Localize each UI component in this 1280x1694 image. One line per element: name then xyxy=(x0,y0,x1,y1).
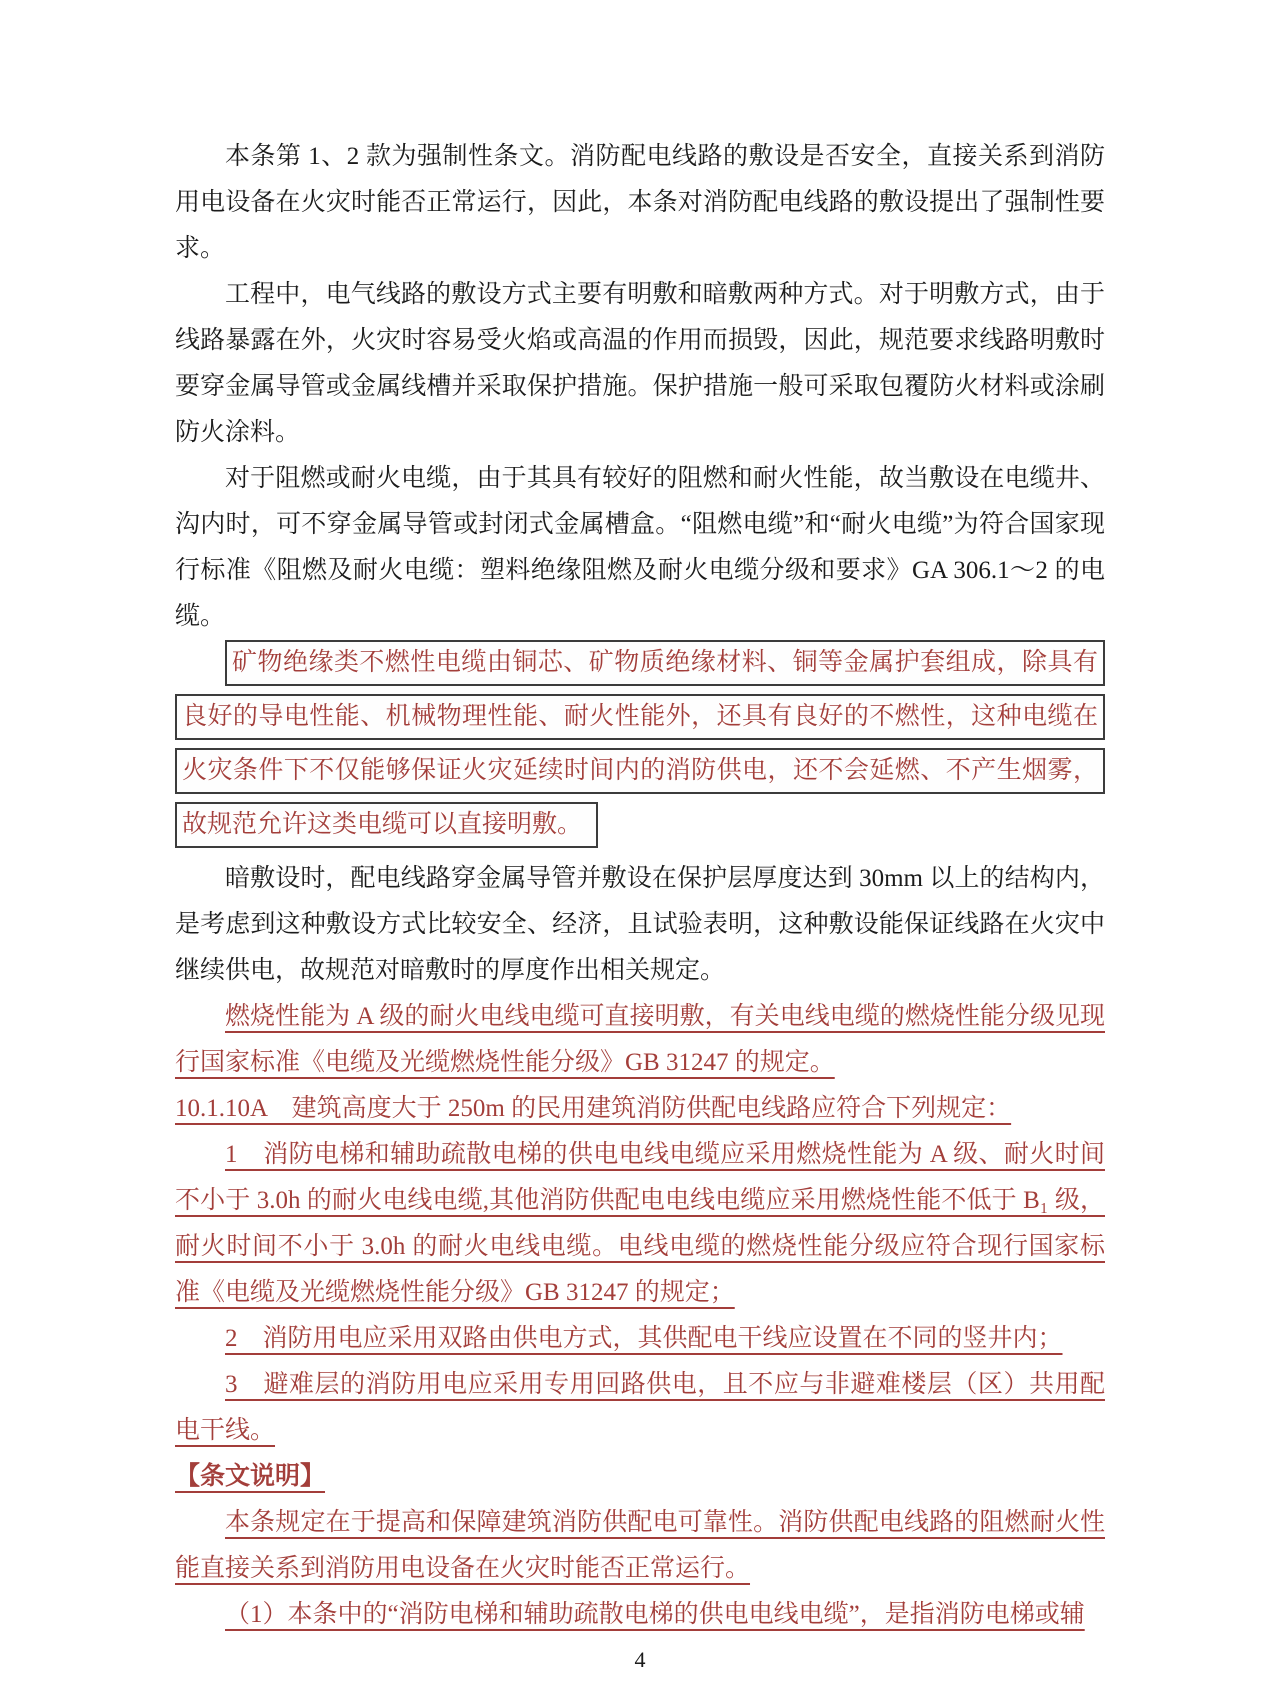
boxed-note-line-1: 矿物绝缘类不燃性电缆由铜芯、矿物质绝缘材料、铜等金属护套组成，除具有 xyxy=(225,640,1105,686)
para-class-a-cables: 燃烧性能为 A 级的耐火电线电缆可直接明敷，有关电线电缆的燃烧性能分级见现行国家标准《电缆及光缆燃烧性能分级》GB 31247 的规定。 xyxy=(175,1003,1105,1076)
boxed-note-mineral-insulated-cable xyxy=(175,640,1105,856)
clause-10-1-10A-title: 10.1.10A 建筑高度大于 250m 的民用建筑消防供配电线路应符合下列规定： xyxy=(175,1095,1012,1122)
clause-item-1: 1 消防电梯和辅助疏散电梯的供电电线电缆应采用燃烧性能为 A 级、耐火时间不小于 3.0h 的耐火电线电缆,其他消防供配电电线电缆应采用燃烧性能不低于 B₁ 级，耐火时间不小于 3.0h 的耐火电线电缆。电线电缆的燃烧性能分级应符合现行国家标准《电缆及光缆燃烧性能分级》GB 31247 的规定； xyxy=(175,1141,1105,1306)
para-concealed-laying: 暗敷设时，配电线路穿金属导管并敷设在保护层厚度达到 30mm 以上的结构内，是考虑到这种敷设方式比较安全、经济，且试验表明，这种敷设能保证线路在火灾中继续供电，故规范对暗敷时的厚度作出相关规定。 xyxy=(175,865,1105,984)
explanation-heading: 【条文说明】 xyxy=(175,1463,326,1490)
document-page xyxy=(175,134,1105,1638)
clause-item-2: 2 消防用电应采用双路由供电方式，其供配电干线应设置在不同的竖井内； xyxy=(225,1325,1063,1352)
para-mandatory-provisions: 本条第 1、2 款为强制性条文。消防配电线路的敷设是否安全，直接关系到消防用电设备在火灾时能否正常运行，因此，本条对消防配电线路的敷设提出了强制性要求。 xyxy=(175,143,1105,262)
boxed-note-line-4: 故规范允许这类电缆可以直接明敷。 xyxy=(175,802,598,848)
para-engineering-wiring-methods: 工程中，电气线路的敷设方式主要有明敷和暗敷两种方式。对于明敷方式，由于线路暴露在外，火灾时容易受火焰或高温的作用而损毁，因此，规范要求线路明敷时要穿金属导管或金属线槽并采取保护措施。保护措施一般可采取包覆防火材料或涂刷防火涂料。 xyxy=(175,281,1105,446)
boxed-note-line-2: 良好的导电性能、机械物理性能、耐火性能外，还具有良好的不燃性，这种电缆在 xyxy=(175,694,1105,740)
para-explanation-reliability: 本条规定在于提高和保障建筑消防供配电可靠性。消防供配电线路的阻燃耐火性能直接关系到消防用电设备在火灾时能否正常运行。 xyxy=(175,1509,1105,1582)
page-number: 4 xyxy=(634,1647,646,1672)
boxed-note-line-3: 火灾条件下不仅能够保证火灾延续时间内的消防供电，还不会延燃、不产生烟雾， xyxy=(175,748,1105,794)
para-explanation-item-1: （1）本条中的“消防电梯和辅助疏散电梯的供电电线电缆”，是指消防电梯或辅 xyxy=(225,1601,1085,1628)
clause-item-3: 3 避难层的消防用电应采用专用回路供电，且不应与非避难楼层（区）共用配电干线。 xyxy=(175,1371,1105,1444)
para-flame-retardant-cables: 对于阻燃或耐火电缆，由于其具有较好的阻燃和耐火性能，故当敷设在电缆井、沟内时，可不穿金属导管或封闭式金属槽盒。“阻燃电缆”和“耐火电缆”为符合国家现行标准《阻燃及耐火电缆：塑料绝缘阻燃及耐火电缆分级和要求》GA 306.1～2 的电缆。 xyxy=(175,465,1105,630)
